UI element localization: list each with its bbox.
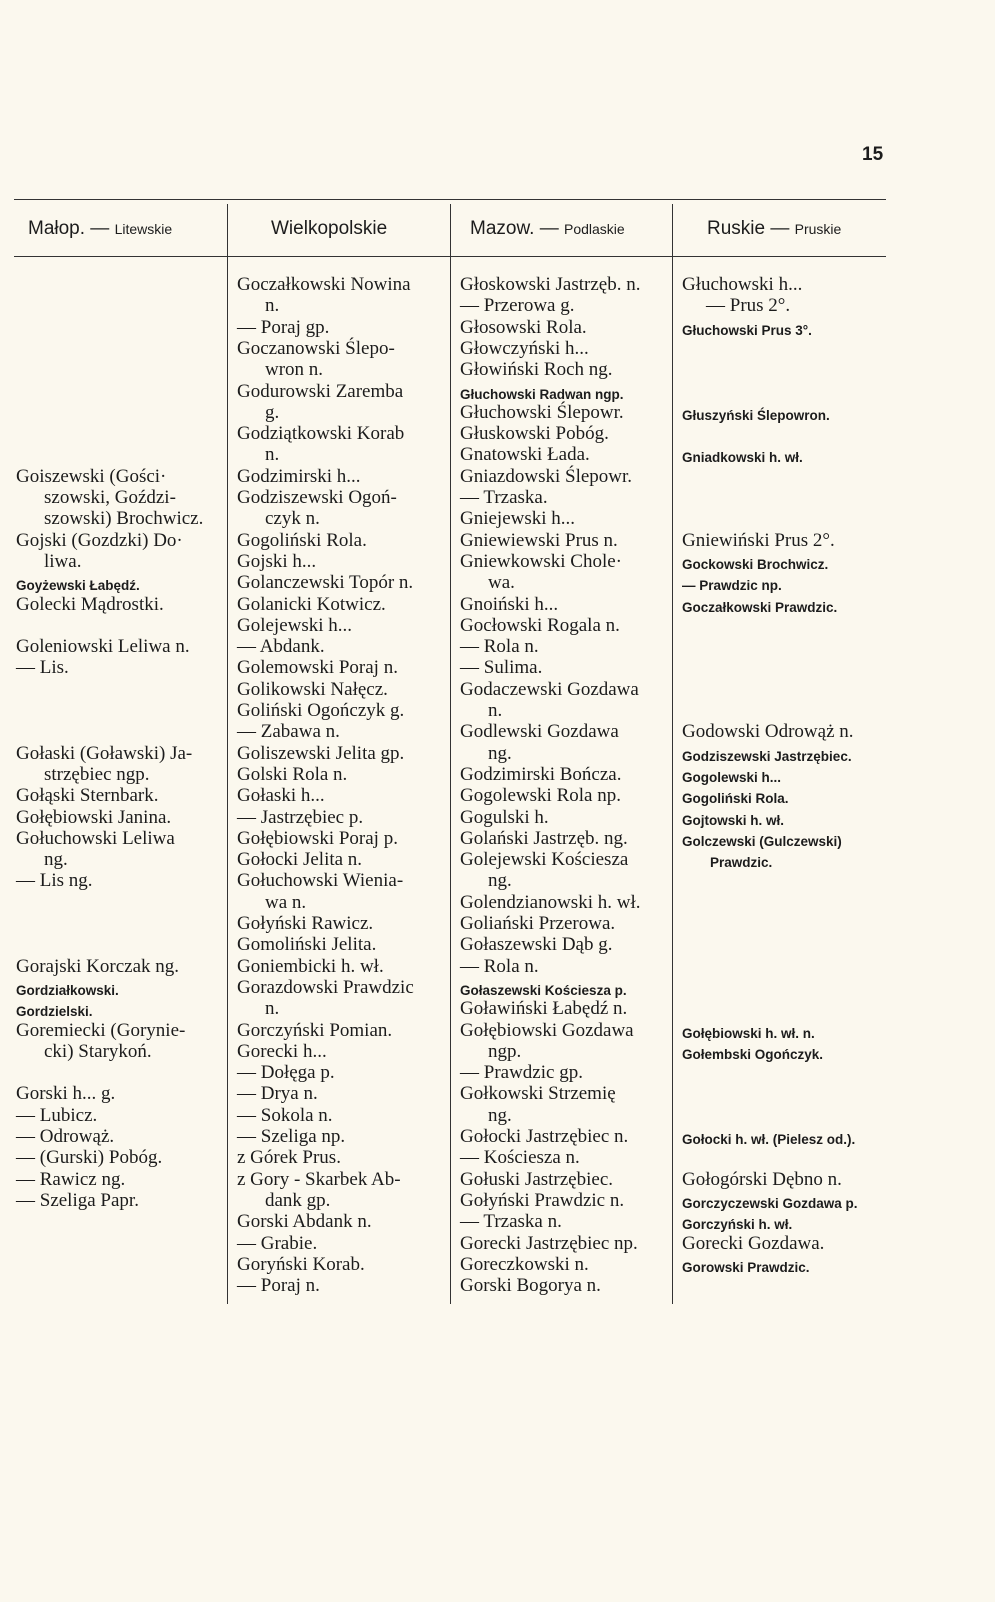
index-entry: z Górek Prus. xyxy=(237,1147,341,1169)
index-entry: n. xyxy=(265,295,280,317)
index-entry: — Poraj n. xyxy=(237,1275,320,1297)
header-main: Wielkopolskie xyxy=(271,218,388,239)
index-entry: Gołaski (Goławski) Ja- xyxy=(16,742,193,764)
index-entry: n. xyxy=(265,444,280,466)
index-entry: ngp. xyxy=(488,1040,522,1062)
index-entry: Gorczyński Pomian. xyxy=(237,1019,393,1041)
index-entry: Gołębiowski Janina. xyxy=(16,806,172,828)
index-entry: Gojski h... xyxy=(237,550,317,572)
index-entry: Gołuski Jastrzębiec. xyxy=(460,1168,614,1190)
index-entry: Gorecki Jastrzębiec np. xyxy=(460,1232,638,1254)
index-entry: Goleniowski Leliwa n. xyxy=(16,636,190,658)
index-entry: — Rola n. xyxy=(460,955,539,977)
index-entry: dank gp. xyxy=(265,1189,331,1211)
column-divider xyxy=(450,204,451,1304)
index-entry: Goniembicki h. wł. xyxy=(237,955,384,977)
index-entry: liwa. xyxy=(44,550,82,572)
index-entry: Gołogórski Dębno n. xyxy=(682,1168,842,1190)
index-entry: Prawdzic. xyxy=(710,855,773,871)
header-top-rule xyxy=(14,199,886,200)
index-entry: Gniewkowski Chole· xyxy=(460,550,623,572)
index-entry: Goliszewski Jelita gp. xyxy=(237,742,405,764)
index-entry: Goczanowski Ślepo- xyxy=(237,337,395,359)
index-entry: Gordzielski. xyxy=(16,1004,93,1020)
index-entry: szowski, Goździ- xyxy=(44,487,176,508)
index-entry: Gołuchowski Wienia- xyxy=(237,870,404,892)
index-entry: z Gory - Skarbek Ab- xyxy=(237,1168,401,1190)
index-entry: — Lubicz. xyxy=(16,1104,98,1126)
index-entry: Głowiński Roch ng. xyxy=(460,359,613,381)
index-entry: Golendzianowski h. wł. xyxy=(460,891,641,913)
index-entry: — Lis ng. xyxy=(16,870,93,892)
index-entry: Godzimirski Bończa. xyxy=(460,763,622,785)
index-entry: Gogoliński Rola. xyxy=(682,791,789,807)
index-entry: — Poraj gp. xyxy=(237,316,330,338)
index-entry: Gorowski Prawdzic. xyxy=(682,1259,810,1275)
index-entry: wa n. xyxy=(265,891,307,913)
index-entry: Golikowski Nałęcz. xyxy=(237,678,388,700)
index-entry: Gorski Bogorya n. xyxy=(460,1275,601,1297)
index-entry: Goyżewski Łabędź. xyxy=(16,578,140,594)
page-number: 15 xyxy=(862,144,884,165)
index-entry: Godowski Odrowąż n. xyxy=(682,721,854,743)
index-entry: cki) Starykoń. xyxy=(44,1040,152,1062)
index-entry: Gołyński Rawicz. xyxy=(237,913,374,934)
index-entry: Gołkowski Strzemię xyxy=(460,1083,616,1105)
index-entry: n. xyxy=(488,700,503,721)
header-main: Ruskie — xyxy=(707,218,795,239)
index-entry: Golański Jastrzęb. ng. xyxy=(460,827,628,849)
index-entry: Goremiecki (Gorynie- xyxy=(16,1019,186,1041)
index-entry: Gorajski Korczak ng. xyxy=(16,955,180,977)
index-entry: Godziątkowski Korab xyxy=(237,423,405,445)
index-entry: Gniejewski h... xyxy=(460,508,576,530)
index-entry: Golski Rola n. xyxy=(237,763,348,785)
index-entry: Golejewski h... xyxy=(237,614,353,636)
index-entry: ng. xyxy=(44,849,68,871)
index-entry: — Prawdzic gp. xyxy=(460,1062,583,1084)
index-entry: Godaczewski Gozdawa xyxy=(460,678,639,700)
index-entry: — Rola n. xyxy=(460,636,539,658)
index-entry: Gorczyński h. wł. xyxy=(682,1217,793,1233)
index-entry: — Kościesza n. xyxy=(460,1147,580,1169)
index-entry: Gołębiowski Gozdawa xyxy=(460,1019,634,1041)
column-header-ruskie-pruskie xyxy=(707,218,841,240)
index-entry: ng. xyxy=(488,1104,512,1126)
index-entry: Golczewski (Gulczewski) xyxy=(682,833,842,849)
index-entry: Głuchowski Radwan ngp. xyxy=(460,386,624,402)
index-entry: Gołaszewski Dąb g. xyxy=(460,934,613,956)
column-divider xyxy=(227,204,228,1304)
index-entry: — Grabie. xyxy=(237,1232,318,1254)
index-entry: strzębiec ngp. xyxy=(44,763,150,785)
index-entry: Gordziałkowski. xyxy=(16,982,119,998)
index-entry: wa. xyxy=(488,572,515,594)
index-entry: Godzimirski h... xyxy=(237,465,361,487)
index-entry: Gorski h... g. xyxy=(16,1083,116,1105)
index-entry: czyk n. xyxy=(265,508,320,530)
index-entry: g. xyxy=(265,401,280,423)
index-entry: Głuchowski h... xyxy=(682,274,803,295)
index-entry: ng. xyxy=(488,870,512,892)
index-entry: Godurowski Zaremba xyxy=(237,380,404,402)
index-entry: Goliński Ogończyk g. xyxy=(237,700,405,721)
index-entry: Gołembski Ogończyk. xyxy=(682,1046,824,1062)
index-entry: n. xyxy=(265,998,280,1020)
index-entry: wron n. xyxy=(265,359,324,381)
index-entry: Gorski Abdank n. xyxy=(237,1211,372,1233)
index-entry: Gogolewski h... xyxy=(682,769,782,785)
index-entry: — Trzaska. xyxy=(460,487,548,508)
index-entry: — Przerowa g. xyxy=(460,295,575,317)
column-divider xyxy=(672,204,673,1304)
index-entry: Gniewiewski Prus n. xyxy=(460,529,618,551)
index-entry: — Lis. xyxy=(16,657,69,679)
index-entry: — Szeliga Papr. xyxy=(16,1189,139,1211)
index-entry: Głosowski Rola. xyxy=(460,316,587,338)
index-entry: Głuchowski Ślepowr. xyxy=(460,401,624,423)
index-entry: Golejewski Kościesza xyxy=(460,849,629,871)
index-entry: Gomoliński Jelita. xyxy=(237,934,377,956)
column-header-wielkopolskie xyxy=(271,218,387,240)
index-entry: Gołaszewski Kościesza p. xyxy=(460,982,627,998)
index-entry: Gogoliński Rola. xyxy=(237,529,367,551)
index-entry: Gorecki h... xyxy=(237,1040,327,1062)
index-entry: Gorazdowski Prawdzic xyxy=(237,976,414,998)
index-entry: — Jastrzębiec p. xyxy=(237,806,364,828)
index-entry: Goiszewski (Gości· xyxy=(16,465,167,487)
header-main: Mazow. — xyxy=(470,218,564,239)
index-entry: Goczałkowski Prawdzic. xyxy=(682,599,838,615)
index-entry: Głoskowski Jastrzęb. n. xyxy=(460,274,641,295)
index-entry: Gniazdowski Ślepowr. xyxy=(460,465,633,487)
index-entry: — Rawicz ng. xyxy=(16,1168,126,1190)
index-entry: — Sokola n. xyxy=(237,1104,333,1126)
index-entry: Gołębiowski Poraj p. xyxy=(237,827,398,849)
index-entry: — Szeliga np. xyxy=(237,1126,346,1147)
index-entry: Gniewiński Prus 2°. xyxy=(682,529,835,551)
index-entry: szowski) Brochwicz. xyxy=(44,508,204,530)
index-entry: Głuchowski Prus 3°. xyxy=(682,322,812,338)
index-entry: ng. xyxy=(488,742,512,764)
index-entry: Gołębiowski h. wł. n. xyxy=(682,1025,815,1041)
index-entry: Godziszewski Ogoń- xyxy=(237,487,397,508)
index-entry: Goczałkowski Nowina xyxy=(237,274,411,295)
index-entry: Gockowski Brochwicz. xyxy=(682,556,829,572)
index-entry: Gocłowski Rogala n. xyxy=(460,614,620,636)
index-entry: Głuskowski Pobóg. xyxy=(460,423,609,445)
index-entry: Gołocki h. wł. (Pielesz od.). xyxy=(682,1132,856,1147)
index-entry: — Odrowąż. xyxy=(16,1126,115,1147)
header-sub: Podlaskie xyxy=(563,221,625,237)
index-entry: Gnoiński h... xyxy=(460,593,559,615)
index-entry: Gogulski h. xyxy=(460,806,549,828)
index-entry: Golecki Mądrostki. xyxy=(16,593,164,615)
index-entry: — Prawdzic np. xyxy=(682,578,782,594)
index-entry: Głuszyński Ślepowron. xyxy=(682,407,830,423)
index-entry: — Prus 2°. xyxy=(706,295,791,317)
index-entry: — Abdank. xyxy=(237,636,325,658)
index-entry: Gniadkowski h. wł. xyxy=(682,450,803,466)
index-entry: Godlewski Gozdawa xyxy=(460,721,619,743)
index-entry: Godziszewski Jastrzębiec. xyxy=(682,748,852,764)
index-entry: Golemowski Poraj n. xyxy=(237,657,398,679)
index-entry: Gojski (Gozdzki) Do· xyxy=(16,529,183,551)
index-entry: Goliański Przerowa. xyxy=(460,913,616,934)
index-entry: Gojtowski h. wł. xyxy=(682,812,785,828)
index-entry: Gnatowski Łada. xyxy=(460,444,590,466)
index-entry: Goławiński Łabędź n. xyxy=(460,998,628,1020)
index-entry: — Dołęga p. xyxy=(237,1062,335,1084)
index-entry: — Drya n. xyxy=(237,1083,318,1105)
header-main: Małop. — xyxy=(28,218,115,239)
header-sub: Litewskie xyxy=(114,221,173,237)
index-entry: — Trzaska n. xyxy=(460,1211,562,1233)
column-header-malop-litewskie xyxy=(28,218,172,240)
index-entry: Goryński Korab. xyxy=(237,1253,365,1275)
index-entry: Głowczyński h... xyxy=(460,337,589,359)
index-entry: Gołocki Jastrzębiec n. xyxy=(460,1126,629,1147)
column-header-mazow-podlaskie xyxy=(470,218,625,240)
index-entry: Gołąski Sternbark. xyxy=(16,785,159,807)
index-entry: Gorczyczewski Gozdawa p. xyxy=(682,1195,858,1211)
index-entry: Gołocki Jelita n. xyxy=(237,849,363,871)
index-entry: — Sulima. xyxy=(460,657,543,679)
index-entry: Gołuchowski Leliwa xyxy=(16,827,175,849)
index-entry: Goreczkowski n. xyxy=(460,1253,589,1275)
index-entry: — Zabawa n. xyxy=(237,721,340,743)
index-entry: Gogolewski Rola np. xyxy=(460,785,621,807)
header-sub: Pruskie xyxy=(794,221,842,237)
index-entry: — (Gurski) Pobóg. xyxy=(16,1147,163,1169)
index-entry: Gołaski h... xyxy=(237,785,325,807)
index-entry: Gołyński Prawdzic n. xyxy=(460,1189,625,1211)
index-entry: Gorecki Gozdawa. xyxy=(682,1232,825,1254)
index-entry: Golanczewski Topór n. xyxy=(237,572,414,594)
index-entry: Golanicki Kotwicz. xyxy=(237,593,386,615)
